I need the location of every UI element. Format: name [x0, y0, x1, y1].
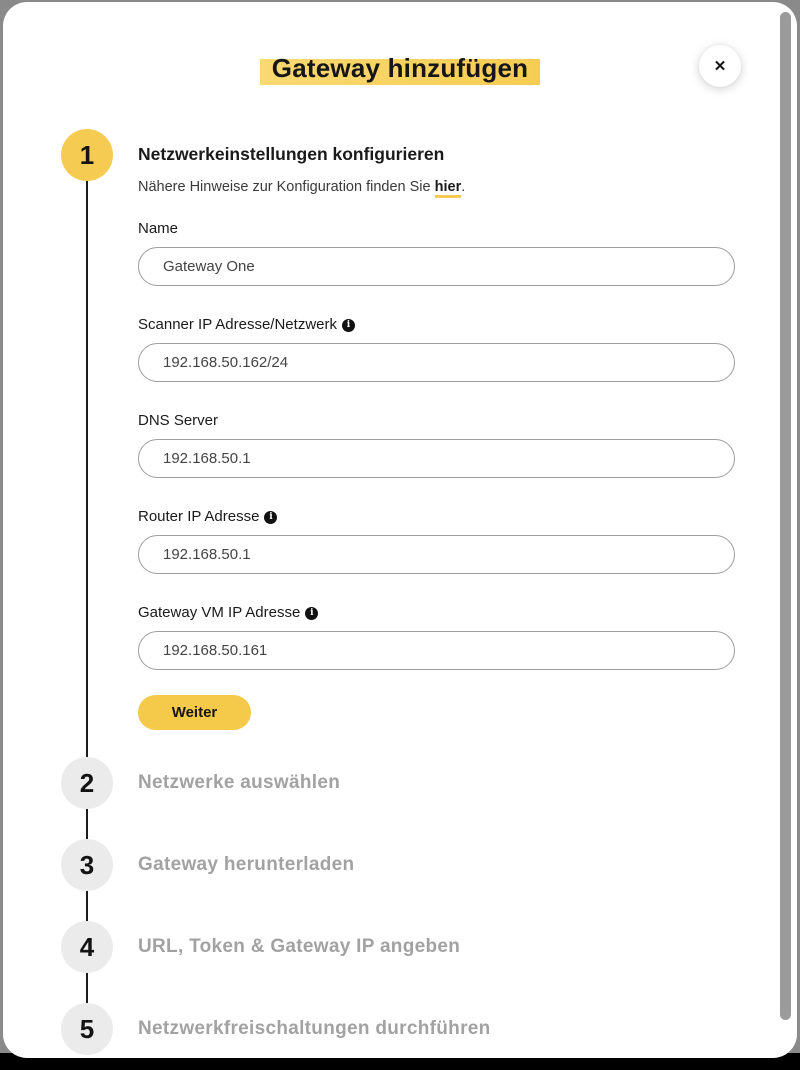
- gateway-vm-ip-label: [138, 604, 737, 621]
- name-input[interactable]: [138, 247, 735, 286]
- name-field-group: [138, 220, 737, 237]
- router-ip-field-group: [138, 508, 737, 525]
- step-4-label: URL, Token & Gateway IP angeben: [138, 936, 461, 957]
- scanner-ip-field-group: [138, 316, 737, 333]
- router-ip-input[interactable]: [138, 535, 735, 574]
- info-icon[interactable]: i: [264, 511, 277, 524]
- step-5-number: 5: [79, 1013, 95, 1044]
- router-ip-label: [138, 508, 737, 525]
- step-5-indicator: [61, 1003, 113, 1055]
- step-3-number: 3: [79, 849, 95, 880]
- step-1-hint: [138, 179, 465, 195]
- step-1-number: 1: [79, 139, 95, 170]
- info-icon[interactable]: i: [305, 607, 318, 620]
- hint-link[interactable]: hier: [435, 179, 462, 198]
- step-4-number: 4: [79, 931, 95, 962]
- step-1-title: Netzwerkeinstellungen konfigurieren: [138, 144, 445, 164]
- dns-server-label: DNS Server: [138, 412, 219, 429]
- router-ip-label-text: Router IP Adresse: [138, 508, 260, 525]
- close-button[interactable]: [699, 45, 741, 87]
- modal-title: Gateway hinzufügen: [260, 50, 540, 86]
- close-icon: ✕: [713, 57, 727, 75]
- step-connector-2-3: [86, 809, 88, 839]
- dns-server-field-group: [138, 412, 737, 429]
- step-connector-1-2: [86, 181, 88, 757]
- info-icon[interactable]: i: [342, 319, 355, 332]
- hint-text-prefix: Nähere Hinweise zur Konfiguration finden Sie: [138, 179, 435, 195]
- hint-text-suffix: .: [461, 179, 466, 195]
- scanner-ip-input[interactable]: [138, 343, 735, 382]
- add-gateway-modal: [3, 2, 797, 1058]
- step-4-indicator: [61, 921, 113, 973]
- step-3-label: Gateway herunterladen: [138, 854, 355, 875]
- step-2-label: Netzwerke auswählen: [138, 772, 341, 793]
- scrollbar-thumb[interactable]: [780, 12, 791, 1020]
- gateway-vm-ip-input[interactable]: [138, 631, 735, 670]
- gateway-vm-ip-label-text: Gateway VM IP Adresse: [138, 604, 301, 621]
- step-3-indicator: [61, 839, 113, 891]
- scanner-ip-label: [138, 316, 737, 333]
- gateway-vm-ip-field-group: [138, 604, 737, 621]
- step-1-indicator: [61, 129, 113, 181]
- weiter-button[interactable]: Weiter: [138, 695, 251, 730]
- step-connector-3-4: [86, 891, 88, 921]
- step-2-number: 2: [79, 767, 95, 798]
- step-5-label: Netzwerkfreischaltungen durchführen: [138, 1018, 491, 1039]
- step-2-indicator: [61, 757, 113, 809]
- name-label: Name: [138, 220, 179, 237]
- step-connector-4-5: [86, 973, 88, 1003]
- scanner-ip-label-text: Scanner IP Adresse/Netzwerk: [138, 316, 337, 333]
- dns-server-input[interactable]: [138, 439, 735, 478]
